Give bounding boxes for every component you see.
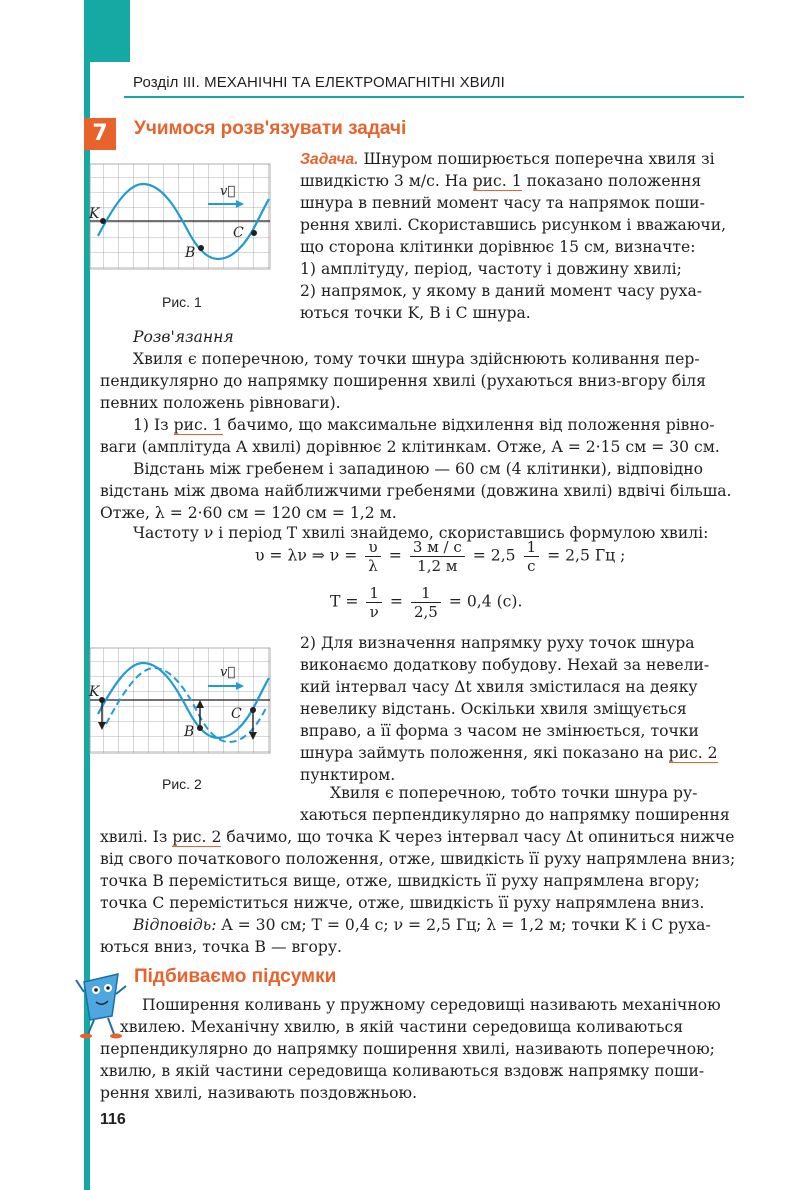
problem-line-3: шнура в певний момент часу та напрямок поши- — [300, 194, 705, 212]
figure-2-reference: рис. 2 — [172, 828, 222, 846]
solution-p6-line-2: хаються перпендикулярно до напрямку поширення — [300, 806, 730, 824]
running-header: Розділ ІІІ. МЕХАНІЧНІ ТА ЕЛЕКТРОМАГНІТНІ ХВИЛІ — [133, 74, 505, 91]
solution-p6-line-3: хвилі. Із рис. 2 бачимо, що точка K через інтервал часу Δt опиниться нижче — [100, 828, 735, 846]
formula-frequency: υ = λν ⇒ ν = $\frac{\upsilon}{\lambda}$ = $\frac{3 м / с}{1,2 м}$ = 2,5 $\frac{1}{с}$ = 2,5 Гц ; — [255, 538, 626, 575]
solution-heading: Розв'язання — [133, 328, 234, 346]
solution-p1-line-1: Хвиля є поперечною, тому точки шнура здійснюють коливання пер- — [133, 350, 700, 368]
solution-p5-line-3: кий інтервал часу Δt хвиля змістилася на деяку — [300, 678, 698, 696]
solution-p6-line-5: точка B переміститься вище, отже, швидкість її руху напрямлена вгору; — [100, 872, 700, 890]
problem-line-8: ються точки K, B і C шнура. — [300, 304, 531, 322]
label-b: B — [185, 245, 196, 261]
solution-p2-line-2: ваги (амплітуда A хвилі) дорівнює 2 клітинкам. Отже, A = 2·15 см = 30 см. — [100, 438, 720, 456]
solution-p4-line-1: Частоту ν і період T хвилі знайдемо, скориставшись формулою хвилі: — [133, 524, 709, 542]
solution-p5-line-6: шнура займуть положення, які показано на рис. 2 — [300, 744, 718, 762]
solution-p2-line-1: 1) Із рис. 1 бачимо, що максимальне відхилення від положення рівно- — [133, 416, 715, 434]
problem-block — [300, 148, 745, 328]
summary-title: Підбиваємо підсумки — [134, 966, 337, 987]
solution-p3-line-1: Відстань між гребенем і западиною — 60 см (4 клітинки), відповідно — [133, 460, 704, 478]
solution-p5-line-1: 2) Для визначення напрямку руху точок шнура — [300, 634, 695, 652]
solution-p3-line-2: відстань між двома найближчими гребенями (довжина хвилі) вдвічі більша. — [100, 482, 732, 500]
problem-line-2: швидкістю 3 м/с. На рис. 1 показано положення — [300, 172, 702, 190]
summary-line-3: перпендикулярно до напрямку поширення хвилі, називають поперечною; — [100, 1040, 715, 1058]
formula-period: T = $\frac{1}{\nu}$ = $\frac{1}{2,5}$ = 0,4 (с). — [330, 584, 523, 621]
label-c: C — [231, 706, 242, 722]
summary-line-4: хвилю, в якій частини середовища коливаються вздовж напрямку поши- — [100, 1062, 705, 1080]
solution-p6-rest — [100, 826, 745, 956]
point-k-marker — [100, 218, 106, 224]
solution-p6-line-4: від свого початкового положення, отже, швидкість її руху напрямлена вниз; — [100, 850, 736, 868]
label-k: K — [89, 206, 100, 222]
answer-line-2: ються вниз, точка B — вгору. — [100, 938, 342, 956]
figure-2-caption: Рис. 2 — [162, 776, 202, 792]
summary-line-5: рення хвилі, називають поздовжньою. — [100, 1084, 418, 1102]
figure-1-wave-diagram — [88, 162, 278, 274]
answer-label: Відповідь: — [133, 916, 217, 934]
problem-line-6: 1) амплітуду, період, частоту і довжину хвилі; — [300, 260, 682, 278]
solution-p5-line-5: вправо, а її форма з часом не змінюється, точки — [300, 722, 699, 740]
problem-line-5: що сторона клітинки дорівнює 15 см, визначте: — [300, 238, 696, 256]
page-number: 116 — [100, 1111, 126, 1128]
figure-1-reference: рис. 1 — [173, 416, 223, 434]
solution-p6-line-6: точка C переміститься нижче, отже, швидкість її руху напрямлена вниз. — [100, 894, 705, 912]
solution-p1-line-3: певних положень рівноваги). — [100, 394, 341, 412]
answer-line-1: Відповідь: A = 30 см; T = 0,4 с; ν = 2,5 Гц; λ = 1,2 м; точки K і C руха- — [133, 916, 711, 934]
solution-p6-start — [300, 782, 745, 826]
page-corner-tab — [84, 0, 130, 62]
solution-part-2-block — [300, 632, 745, 792]
summary-block — [100, 994, 745, 1106]
summary-line-1: Поширення коливань у пружному середовищі називають механічною — [142, 996, 721, 1014]
problem-label: Задача. — [300, 151, 359, 168]
label-c: C — [233, 225, 244, 241]
problem-line-7: 2) напрямок, у якому в даний момент часу руха- — [300, 282, 703, 300]
header-rule — [124, 96, 744, 98]
solution-p1-line-2: пендикулярно до напрямку поширення хвилі (рухаються вниз-вгору біля — [100, 372, 706, 390]
solution-p6-line-1: Хвиля є поперечною, тобто точки шнура ру- — [330, 784, 698, 802]
solution-p5-line-2: виконаємо додаткову побудову. Нехай за невели- — [300, 656, 710, 674]
figure-2-reference: рис. 2 — [668, 744, 718, 762]
point-c-marker — [251, 230, 257, 236]
velocity-label: v⃗ — [220, 665, 236, 680]
figure-1-reference: рис. 1 — [472, 172, 522, 190]
point-b-marker — [198, 245, 204, 251]
solution-p5-line-4: невелику відстань. Оскільки хвиля зміщується — [300, 700, 687, 718]
figure-1-caption: Рис. 1 — [162, 294, 202, 310]
problem-line-1: Задача. Шнуром поширюється поперечна хвиля зі — [300, 150, 715, 168]
section-title: Учимося розв'язувати задачі — [134, 118, 407, 139]
label-k: K — [89, 684, 100, 700]
summary-line-2: хвилею. Механічну хвилю, в якій частини середовища коливаються — [120, 1018, 684, 1036]
solution-p3-line-3: Отже, λ = 2·60 см = 120 см = 1,2 м. — [100, 504, 397, 522]
label-b: B — [184, 724, 195, 740]
problem-line-4: рення хвилі. Скориставшись рисунком і вважаючи, — [300, 216, 727, 234]
section-number-badge: 7 — [84, 118, 116, 150]
velocity-label: v⃗ — [220, 184, 236, 199]
figure-2-wave-diagram — [88, 646, 280, 758]
solution-p5-line-7: пунктиром. — [300, 766, 396, 784]
